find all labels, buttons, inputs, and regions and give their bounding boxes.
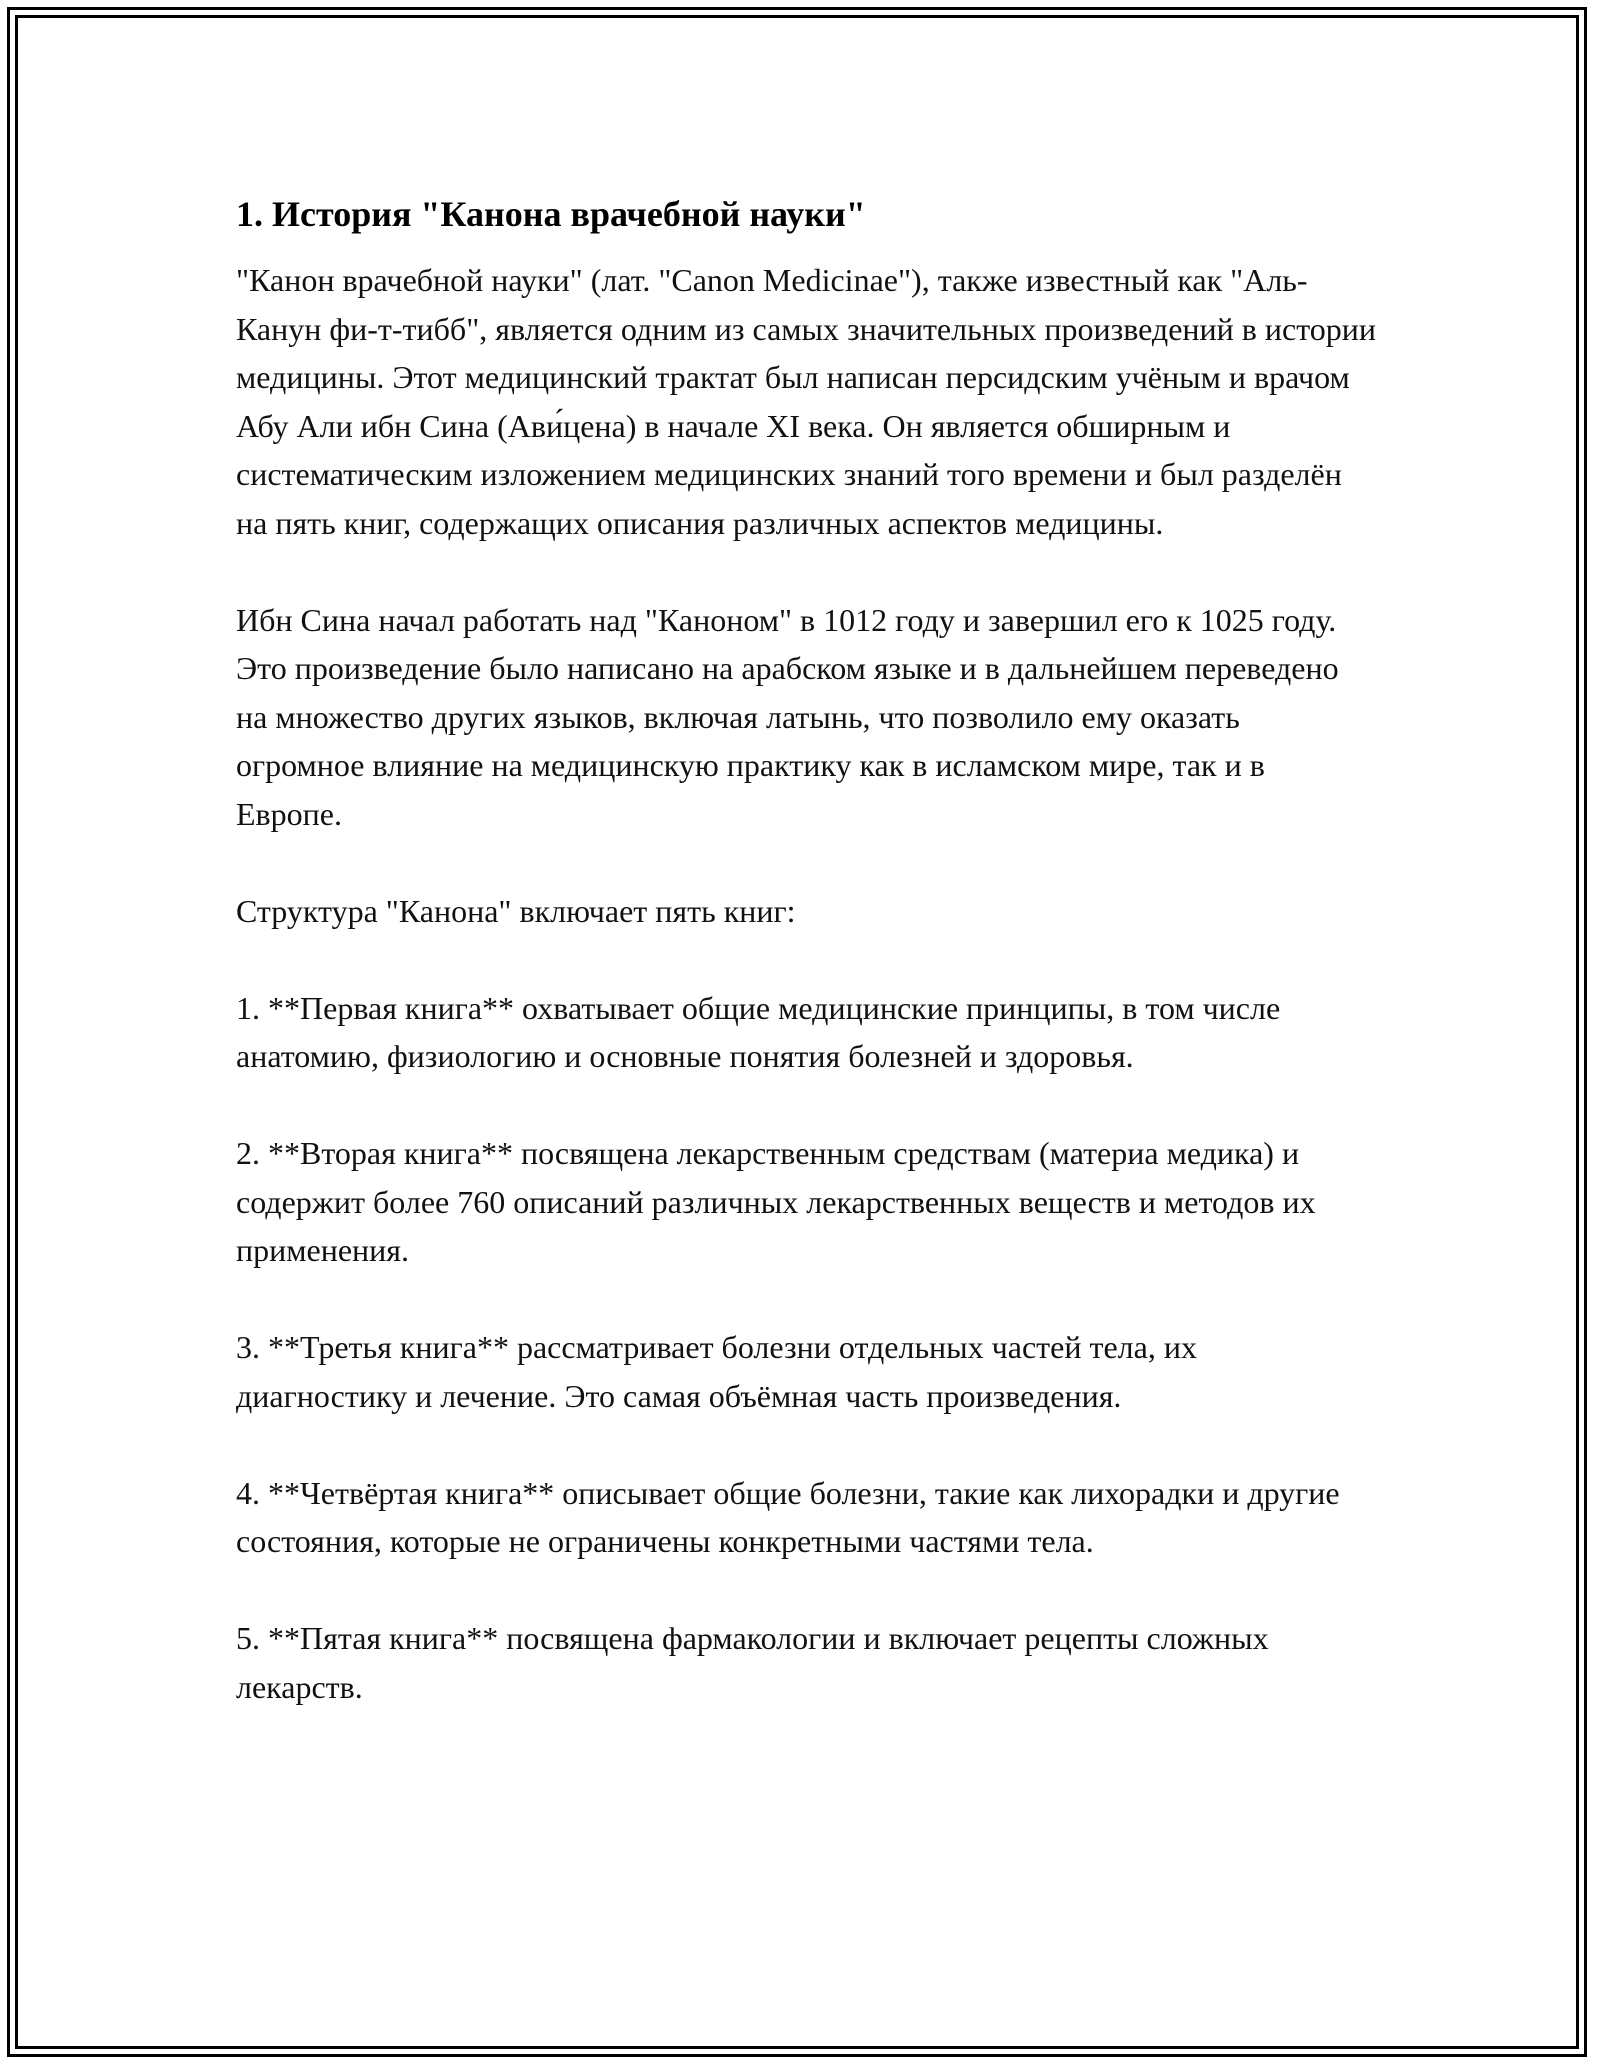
paragraph-history: Ибн Сина начал работать над "Каноном" в 1012 году и завершил его к 1025 году. Это произведение было написано на арабском языке и в дальнейшем переведено на множество других языков, включая латынь, что позволило ему оказать огромное влияние на медицинскую практику как в исламском мире, так и в Европе. <box>236 601 1339 832</box>
list-item-book-3: 3. **Третья книга** рассматривает болезни отдельных частей тела, их диагностику и лечение. Это самая объёмная часть произведения. <box>236 1329 1197 1414</box>
paragraph-structure: Структура "Канона" включает пять книг: <box>236 892 796 929</box>
list-item-book-1: 1. **Первая книга** охватывает общие медицинские принципы, в том числе анатомию, физиологию и основные понятия болезней и здоровья. <box>236 989 1281 1074</box>
paragraph-intro: "Канон врачебной науки" (лат. "Canon Medicinae"), также известный как "Аль-Канун фи-т-тибб", является одним из самых значительных произведений в истории медицины. Этот медицинский трактат был написан персидским учёным и врачом Абу Али ибн Сина (Ави́цена) в начале XI века. Он является обширным и систематическим изложением медицинских знаний того времени и был разделён на пять книг, содержащих описания различных аспектов медицины. <box>236 262 1377 541</box>
list-item-book-2: 2. **Вторая книга** посвящена лекарственным средствам (материа медика) и содержит более 760 описаний различных лекарственных веществ и методов их применения. <box>236 1135 1316 1268</box>
document-body <box>236 186 1376 1711</box>
page-title: 1. История "Канона врачебной науки" <box>236 194 866 234</box>
list-item-book-5: 5. **Пятая книга** посвящена фармакологии и включает рецепты сложных лекарств. <box>236 1620 1269 1705</box>
list-item-book-4: 4. **Четвёртая книга** описывает общие болезни, такие как лихорадки и другие состояния, которые не ограничены конкретными частями тела. <box>236 1474 1340 1559</box>
